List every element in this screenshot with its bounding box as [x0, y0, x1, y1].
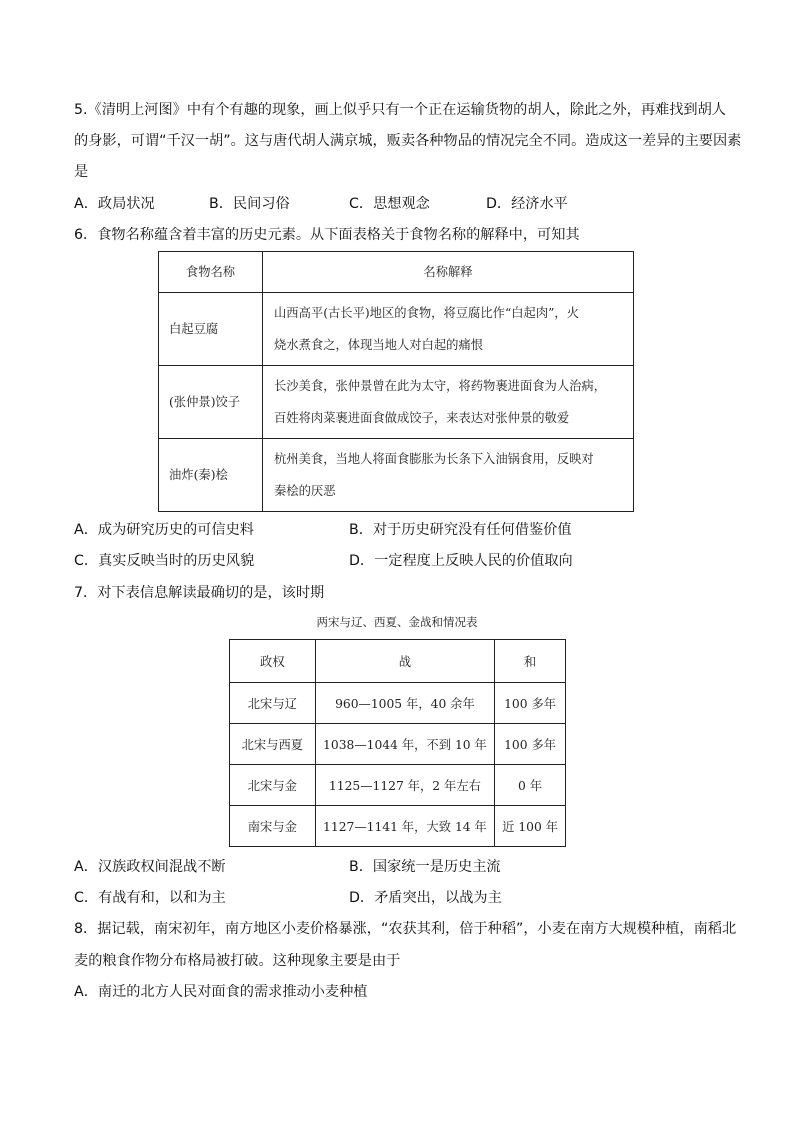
table-row: [230, 806, 566, 847]
explanation-line: 杭州美食，当地人将面食膨胀为长条下入油锅食用，反映对: [274, 452, 594, 466]
q8-option-a: A．南迁的北方人民对面食的需求推动小麦种植: [74, 984, 368, 1000]
q6-option-d: D．一定程度上反映人民的价值取向: [349, 553, 573, 569]
peace-cell: 100 多年: [495, 683, 566, 724]
q8-stem-line-2: 麦的粮食作物分布格局被打破。这种现象主要是由于: [74, 953, 401, 969]
table-header-cell: 战: [315, 640, 494, 683]
peace-cell: 近 100 年: [495, 806, 566, 847]
regime-cell: 南宋与金: [230, 806, 316, 847]
q8-stem-line-1: 8．据记载，南宋初年，南方地区小麦价格暴涨，“农获其利，倍于种稻”，小麦在南方大规模种植，南稻北: [74, 921, 737, 937]
regime-cell: 北宋与辽: [230, 683, 316, 724]
food-explanation-cell: [263, 366, 634, 439]
regime-cell: 北宋与金: [230, 765, 316, 806]
explanation-line: 秦桧的厌恶: [274, 484, 336, 498]
q6-option-c: C．真实反映当时的历史风貌: [74, 553, 255, 569]
q5-stem-line-3: 是: [74, 164, 89, 180]
q5-option-b: B．民间习俗: [209, 196, 290, 212]
table-header-row: [159, 252, 634, 293]
war-cell: 960—1005 年，40 余年: [315, 683, 494, 724]
table-row: [230, 724, 566, 765]
table-row: [230, 765, 566, 806]
table-header-cell: 名称解释: [263, 252, 634, 293]
table-row: [159, 439, 634, 512]
q5-stem-line-1: 5.《清明上河图》中有个有趣的现象，画上似乎只有一个正在运输货物的胡人，除此之外，再难找到胡人: [74, 102, 726, 118]
q7-stem: 7．对下表信息解读最确切的是，该时期: [74, 585, 325, 601]
explanation-line: 长沙美食，张仲景曾在此为太守，将药物裹进面食为人治病，: [274, 379, 607, 393]
table-caption: 两宋与辽、西夏、金战和情况表: [316, 615, 478, 629]
q6-option-a: A．成为研究历史的可信史料: [74, 522, 254, 538]
food-explanation-cell: [263, 293, 634, 366]
war-cell: 1125—1127 年，2 年左右: [315, 765, 494, 806]
explanation-line: 烧水煮食之，体现当地人对白起的痛恨: [274, 338, 484, 352]
war-peace-table: [229, 639, 566, 847]
table-row: [159, 366, 634, 439]
regime-cell: 北宋与西夏: [230, 724, 316, 765]
q5-option-a: A．政局状况: [74, 196, 155, 212]
peace-cell: 100 多年: [495, 724, 566, 765]
table-header-cell: 食物名称: [159, 252, 263, 293]
q6-stem: 6．食物名称蕴含着丰富的历史元素。从下面表格关于食物名称的解释中，可知其: [74, 227, 580, 243]
food-names-table: [158, 251, 634, 512]
q7-option-d: D．矛盾突出，以战为主: [349, 890, 502, 906]
table-header-row: [230, 640, 566, 683]
food-name-cell: 白起豆腐: [159, 293, 263, 366]
food-name-cell: 油炸(秦)桧: [159, 439, 263, 512]
explanation-line: 百姓将肉菜裹进面食做成饺子，来表达对张仲景的敬爱: [274, 411, 570, 425]
food-explanation-cell: [263, 439, 634, 512]
war-cell: 1038—1044 年，不到 10 年: [315, 724, 494, 765]
peace-cell: 0 年: [495, 765, 566, 806]
q7-option-b: B．国家统一是历史主流: [349, 859, 501, 875]
food-name-cell: (张仲景)饺子: [159, 366, 263, 439]
q5-option-d: D．经济水平: [486, 196, 568, 212]
table-row: [230, 683, 566, 724]
table-row: [159, 293, 634, 366]
q7-option-c: C．有战有和，以和为主: [74, 890, 226, 906]
q6-option-b: B．对于历史研究没有任何借鉴价值: [349, 522, 572, 538]
q7-option-a: A．汉族政权间混战不断: [74, 859, 226, 875]
war-cell: 1127—1141 年，大致 14 年: [315, 806, 494, 847]
table-header-cell: 政权: [230, 640, 316, 683]
q5-option-c: C．思想观念: [349, 196, 430, 212]
q5-stem-line-2: 的身影，可谓“千汉一胡”。这与唐代胡人满京城，贩卖各种物品的情况完全不同。造成这一差异的主要因素: [74, 133, 742, 149]
table-header-cell: 和: [495, 640, 566, 683]
explanation-line: 山西高平(古长平)地区的食物，将豆腐比作“白起肉”，火: [274, 306, 579, 320]
